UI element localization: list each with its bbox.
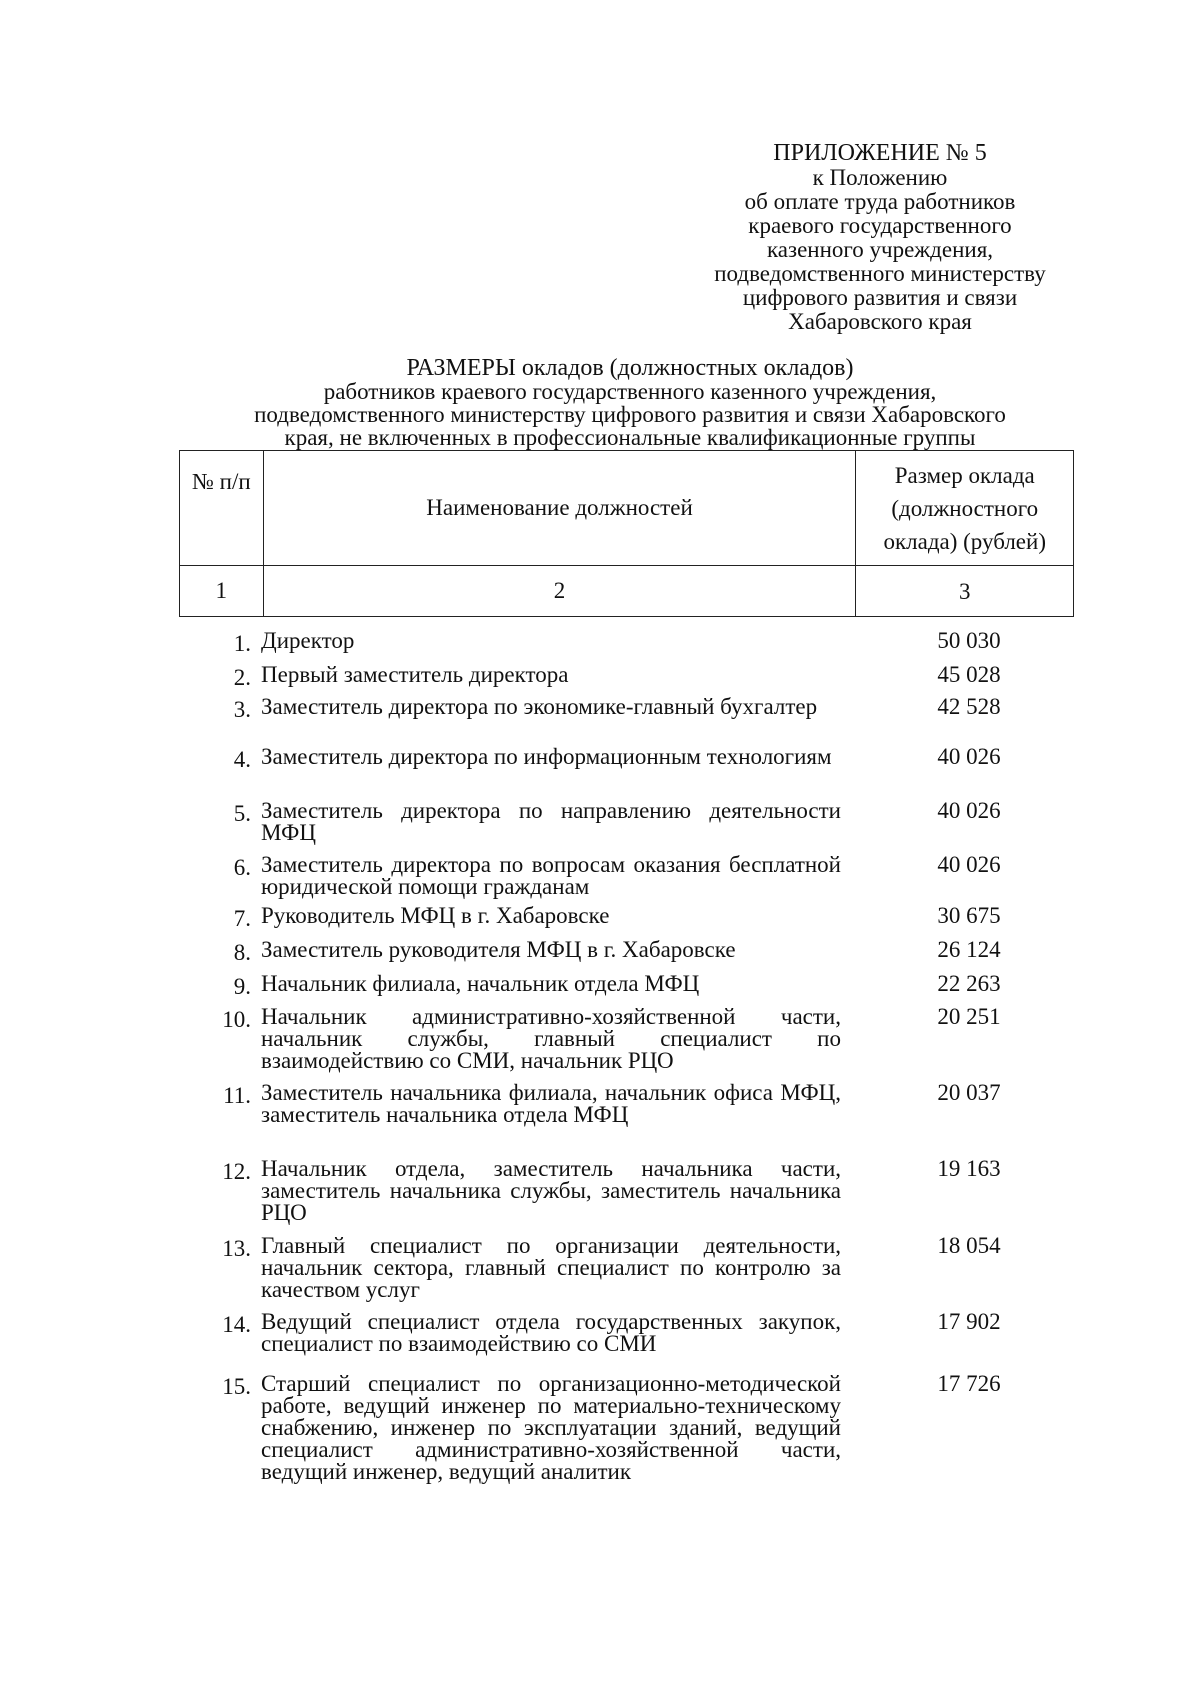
appendix-line: подведомственного министерству: [714, 261, 1046, 286]
row-number: 5.: [233, 801, 251, 826]
table-row: [179, 905, 1049, 930]
table-row: [179, 696, 1049, 721]
title-line: работников краевого государственного казенного учреждения,: [323, 379, 937, 404]
salary-value: 40 026: [937, 744, 1001, 769]
position-name: Старший специалист по организационно-методической работе, ведущий инженер по материально-техническому снабжению, инженер по эксплуатации зданий, ведущий специалист административно-хозяйственной части, ведущий инженер, ведущий аналитик: [261, 1371, 841, 1484]
column-number: 3: [856, 566, 1074, 617]
table-row: [179, 800, 1049, 844]
title-line: подведомственного министерству цифрового развития и связи Хабаровского: [254, 402, 1006, 427]
row-number: 10.: [222, 1007, 251, 1032]
salary-value: 20 251: [937, 1004, 1001, 1029]
position-name: Первый заместитель директора: [261, 662, 569, 687]
column-number: 1: [180, 566, 264, 617]
position-name: Начальник административно-хозяйственной части, начальник службы, главный специалист по взаимодействию со СМИ, начальник РЦО: [261, 1004, 841, 1073]
position-name: Главный специалист по организации деятельности, начальник сектора, главный специалист по контролю за качеством услуг: [261, 1233, 841, 1302]
table-row: [179, 1311, 1049, 1355]
row-number: 15.: [222, 1374, 251, 1399]
salary-value: 17 726: [937, 1371, 1001, 1396]
salary-value: 20 037: [937, 1080, 1001, 1105]
row-number: 7.: [233, 906, 251, 931]
salary-value: 50 030: [937, 628, 1001, 653]
row-number: 2.: [233, 665, 251, 690]
row-number: 8.: [233, 940, 251, 965]
appendix-line: краевого государственного: [748, 213, 1012, 238]
position-name: Руководитель МФЦ в г. Хабаровске: [261, 903, 610, 928]
table-row: [179, 630, 1049, 655]
salary-value: 40 026: [937, 798, 1001, 823]
header-row: [180, 451, 1074, 566]
column-numbers-row: [180, 566, 1074, 617]
row-number: 13.: [222, 1236, 251, 1261]
appendix-line: казенного учреждения,: [766, 237, 994, 262]
position-name: Заместитель директора по направлению деятельности МФЦ: [261, 798, 841, 845]
title-line: РАЗМЕРЫ окладов (должностных окладов): [406, 355, 854, 381]
position-name: Заместитель директора по вопросам оказания бесплатной юридической помощи гражданам: [261, 852, 841, 899]
header-num: № п/п: [180, 451, 264, 566]
position-name: Заместитель директора по информационным технологиям: [261, 744, 832, 769]
table-row: [179, 1006, 1049, 1072]
table-row: [179, 1373, 1049, 1483]
salary-value: 19 163: [937, 1156, 1001, 1181]
table-row: [179, 854, 1049, 898]
row-number: 6.: [233, 855, 251, 880]
position-name: Ведущий специалист отдела государственных закупок, специалист по взаимодействию со СМИ: [261, 1309, 841, 1356]
table-row: [179, 746, 1049, 771]
position-name: Начальник филиала, начальник отдела МФЦ: [261, 971, 700, 996]
table-row: [179, 664, 1049, 689]
table-row: [179, 973, 1049, 998]
row-number: 4.: [233, 747, 251, 772]
table-row: [179, 1082, 1049, 1126]
salary-value: 22 263: [937, 971, 1001, 996]
salary-value: 40 026: [937, 852, 1001, 877]
position-name: Заместитель руководителя МФЦ в г. Хабаровске: [261, 937, 736, 962]
salary-value: 17 902: [937, 1309, 1001, 1334]
position-name: Директор: [261, 628, 355, 653]
appendix-title: ПРИЛОЖЕНИЕ № 5: [773, 140, 987, 166]
table-header: [179, 450, 1074, 617]
title-line: края, не включенных в профессиональные квалификационные группы: [284, 425, 976, 450]
salary-value: 42 528: [937, 694, 1001, 719]
appendix-line: к Положению: [812, 165, 948, 190]
row-number: 1.: [233, 631, 251, 656]
row-number: 9.: [233, 974, 251, 999]
table-row: [179, 939, 1049, 964]
document-title: [170, 357, 1090, 449]
column-number: 2: [263, 566, 856, 617]
table-row: [179, 1235, 1049, 1301]
salary-value: 26 124: [937, 937, 1001, 962]
position-name: Заместитель директора по экономике-главный бухгалтер: [261, 694, 818, 719]
salary-value: 45 028: [937, 662, 1001, 687]
appendix-line: цифрового развития и связи: [742, 285, 1018, 310]
appendix-line: Хабаровского края: [788, 309, 972, 334]
row-number: 14.: [222, 1312, 251, 1337]
salary-value: 30 675: [937, 903, 1001, 928]
header-salary: Размер оклада (должностного оклада) (рублей): [856, 451, 1074, 566]
row-number: 12.: [222, 1159, 251, 1184]
row-number: 11.: [223, 1083, 251, 1108]
table-row: [179, 1158, 1049, 1224]
position-name: Начальник отдела, заместитель начальника части, заместитель начальника службы, заместитель начальника РЦО: [261, 1156, 841, 1225]
appendix-header: [660, 140, 1100, 334]
header-name: Наименование должностей: [263, 451, 856, 566]
row-number: 3.: [233, 697, 251, 722]
position-name: Заместитель начальника филиала, начальник офиса МФЦ, заместитель начальника отдела МФЦ: [261, 1080, 841, 1127]
appendix-line: об оплате труда работников: [744, 189, 1016, 214]
salary-value: 18 054: [937, 1233, 1001, 1258]
